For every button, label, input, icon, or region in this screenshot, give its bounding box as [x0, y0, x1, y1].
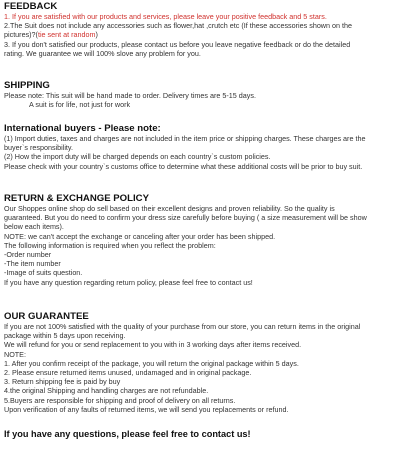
return-line: Our Shoppes online shop do sell based on their excellent designs and proven reliability. So the quality is	[4, 204, 335, 213]
return-line: If you have any question regarding return policy, please feel free to contact us!	[4, 277, 253, 287]
return-line: The following information is required when you reflect the problem:	[4, 240, 216, 250]
guarantee-section	[4, 311, 360, 414]
guarantee-line: package within 5 days upon receiving.	[4, 331, 126, 341]
guarantee-line: Upon verification of any faults of returned items, we will send you replacements or refund.	[4, 404, 289, 414]
shipping-line-1: Please note: This suit will be hand made to order. Delivery times are 5-15 days.	[4, 91, 256, 100]
feedback-line-2: 2.The Suit does not include any accessories such as flower,hat ,crutch etc (If these accessories shown on the	[4, 21, 352, 31]
international-section	[4, 123, 365, 171]
feedback-line-4: 3. If you don't satisfied our products, please contact us before you leave negative feedback or do the detailed	[4, 39, 351, 49]
feedback-line-3-a: pictures)?(	[4, 30, 38, 40]
return-line: -The item number	[4, 259, 61, 269]
guarantee-line: 2. Please ensure returned items unused, undamaged and in original package.	[4, 368, 252, 378]
guarantee-line: 1. After you confirm receipt of the package, you will return the original package within 5 days.	[4, 358, 299, 368]
guarantee-line: NOTE:	[4, 349, 26, 359]
shipping-heading: SHIPPING	[4, 80, 50, 91]
feedback-line-3-c: )	[95, 30, 98, 40]
guarantee-heading: OUR GUARANTEE	[4, 311, 89, 322]
tie-note: tie sent at random	[37, 30, 96, 40]
guarantee-line: We will refund for you or send replacement to you with in 3 working days after items received.	[4, 340, 302, 350]
feedback-line-5: rating. We guarantee we will 100% slove any problem for you.	[4, 48, 201, 58]
guarantee-line: 5.Buyers are responsible for shipping and proof of delivery on all returns.	[4, 395, 236, 405]
closing-message: If you have any questions, please feel free to contact us!	[4, 429, 251, 439]
return-policy-heading: RETURN & EXCHANGE POLICY	[4, 193, 149, 204]
return-line: -Image of suits question.	[4, 268, 83, 278]
feedback-line-3	[4, 30, 352, 39]
international-line-1: (1) Import duties, taxes and charges are not included in the item price or shipping charges. These charges are the	[4, 134, 366, 143]
return-line: guaranteed. But you do need to confirm your dress size carefully before buying ( a size measurement will be show	[4, 213, 367, 223]
guarantee-line: If you are not 100% satisfied with the quality of your purchase from our store, you can return items in the original	[4, 322, 361, 331]
international-line-4: Please check with your country`s customs office to determine what these additional costs will be prior to buy suit.	[4, 161, 363, 171]
international-line-2: buyer`s responsibility.	[4, 143, 73, 153]
guarantee-line: 3. Return shipping fee is paid by buy	[4, 377, 121, 387]
international-heading: International buyers - Please note:	[4, 123, 161, 134]
international-line-3: (2) How the import duty will be charged depends on each country`s custom policies.	[4, 152, 271, 162]
return-line: NOTE: we can't accept the exchange or canceling after your order has been shipped.	[4, 231, 276, 241]
feedback-heading: FEEDBACK	[4, 1, 58, 12]
feedback-section	[4, 1, 352, 58]
feedback-line-1: 1. If you are satisfied with our products and services, please leave your positive feedback and 5 stars.	[4, 12, 327, 21]
return-policy-section	[4, 193, 367, 287]
shipping-line-2: A suit is for life, not just for work	[29, 100, 131, 110]
guarantee-line: 4.the original Shipping and handling charges are not refundable.	[4, 386, 209, 396]
return-line: below each items).	[4, 222, 64, 232]
return-line: -Order number	[4, 250, 52, 260]
shipping-section	[4, 80, 256, 109]
